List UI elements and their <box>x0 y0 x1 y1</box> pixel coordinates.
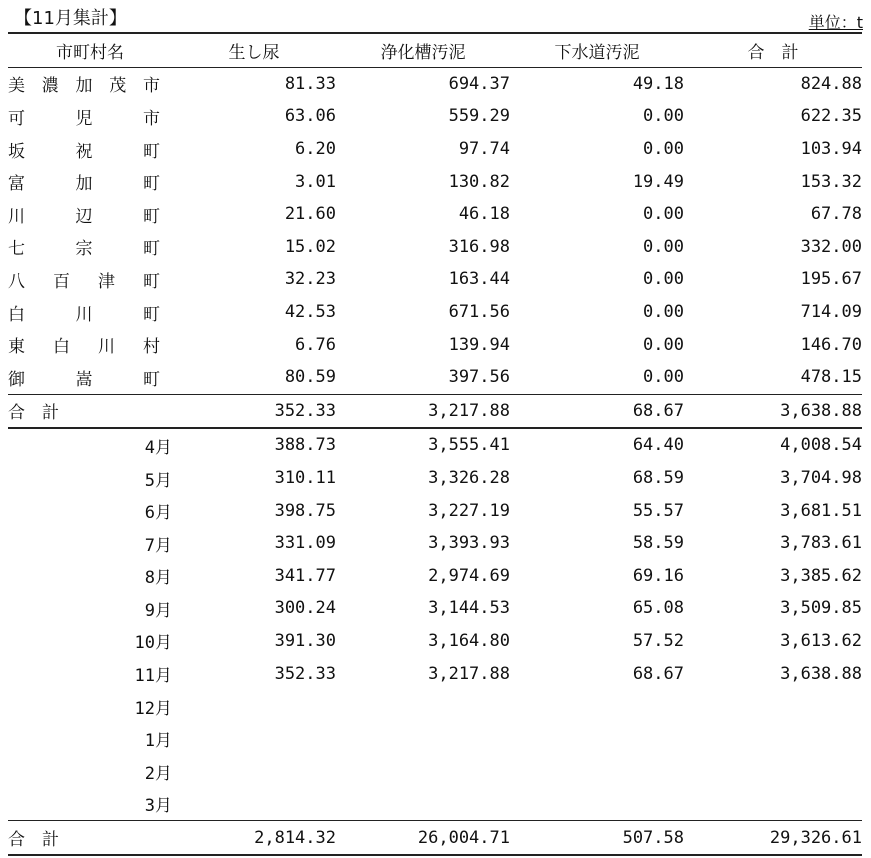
total-cell: 153.32 <box>800 171 862 192</box>
sewage-sludge-cell: 0.00 <box>643 204 684 225</box>
sewage-sludge-cell: 0.00 <box>643 367 684 388</box>
month-row <box>8 755 862 788</box>
sewage-sludge-cell: 68.67 <box>632 663 684 684</box>
month-row <box>8 722 862 755</box>
total-cell <box>684 755 862 788</box>
raw-night-soil-cell: 32.23 <box>284 269 336 290</box>
month-row <box>8 527 862 560</box>
sewage-sludge-cell: 0.00 <box>643 139 684 160</box>
municipality-row <box>8 231 862 264</box>
month-label: 8月 <box>144 568 172 589</box>
raw-night-soil-cell: 352.33 <box>274 663 336 684</box>
month-label: 12月 <box>134 698 172 719</box>
municipality-name-char: 町 <box>143 369 160 390</box>
municipality-name <box>8 67 172 100</box>
month-label: 6月 <box>144 503 172 524</box>
header-raw-night-soil: 生し尿 <box>172 33 336 67</box>
month-row <box>8 462 862 495</box>
month-label: 4月 <box>144 437 172 458</box>
municipality-name-char: 川 <box>98 337 115 358</box>
municipality-name-char: 辺 <box>75 206 93 227</box>
raw-night-soil-cell <box>172 722 336 755</box>
municipality-name-char: 町 <box>143 304 160 325</box>
header-municipality: 市町村名 <box>8 33 172 67</box>
septic-sludge-cell: 97.74 <box>458 139 510 160</box>
report-title: 【11月集計】 <box>14 8 127 29</box>
raw-night-soil-cell: 63.06 <box>284 106 336 127</box>
municipality-row <box>8 165 862 198</box>
municipality-name-char: 百 <box>53 271 70 292</box>
septic-sludge-cell: 671.56 <box>448 302 510 323</box>
month-row <box>8 788 862 821</box>
municipality-name <box>8 165 172 198</box>
month-label: 7月 <box>144 535 172 556</box>
sewage-sludge-cell: 0.00 <box>643 106 684 127</box>
total-cell: 3,704.98 <box>780 468 862 489</box>
septic-sludge-cell: 163.44 <box>448 269 510 290</box>
raw-night-soil-cell <box>172 755 336 788</box>
total-cell: 3,638.88 <box>684 394 862 428</box>
municipality-name-char: 児 <box>75 108 93 129</box>
month-label: 1月 <box>144 731 172 752</box>
septic-sludge-cell: 3,393.93 <box>428 533 510 554</box>
municipality-row <box>8 361 862 394</box>
septic-sludge-cell: 3,227.19 <box>428 500 510 521</box>
sewage-sludge-cell: 0.00 <box>643 302 684 323</box>
raw-night-soil-cell: 331.09 <box>274 533 336 554</box>
sewage-sludge-cell <box>510 755 684 788</box>
septic-sludge-cell <box>336 722 510 755</box>
total-cell: 29,326.61 <box>684 821 862 855</box>
total-cell: 622.35 <box>800 106 862 127</box>
municipality-name-char: 富 <box>8 174 25 195</box>
municipality-name <box>8 198 172 231</box>
raw-night-soil-cell: 391.30 <box>274 630 336 651</box>
raw-night-soil-cell <box>172 788 336 821</box>
grand-total-row <box>8 821 862 855</box>
raw-night-soil-cell: 21.60 <box>284 204 336 225</box>
municipality-name-char: 市 <box>143 108 160 129</box>
raw-night-soil-cell: 2,814.32 <box>172 821 336 855</box>
municipality-name-char: 祝 <box>75 141 93 162</box>
month-row <box>8 494 862 527</box>
sewage-sludge-cell: 69.16 <box>632 565 684 586</box>
total-cell: 195.67 <box>800 269 862 290</box>
sewage-sludge-cell <box>510 722 684 755</box>
sewage-sludge-cell: 0.00 <box>643 334 684 355</box>
total-cell: 478.15 <box>800 367 862 388</box>
month-label: 10月 <box>134 633 172 654</box>
septic-sludge-cell: 3,164.80 <box>428 630 510 651</box>
municipality-name <box>8 133 172 166</box>
sewage-sludge-cell <box>510 690 684 723</box>
raw-night-soil-cell: 398.75 <box>274 500 336 521</box>
sewage-sludge-cell: 19.49 <box>632 171 684 192</box>
septic-sludge-cell: 130.82 <box>448 171 510 192</box>
municipality-name-char: 嵩 <box>75 369 93 390</box>
sewage-sludge-cell: 64.40 <box>632 435 684 456</box>
header-row <box>8 33 862 67</box>
total-cell: 3,385.62 <box>780 565 862 586</box>
raw-night-soil-cell: 6.20 <box>295 139 336 160</box>
municipality-name-char: 濃 <box>41 76 59 97</box>
total-cell: 103.94 <box>800 139 862 160</box>
header-sewage-sludge: 下水道汚泥 <box>510 33 684 67</box>
month-row <box>8 428 862 462</box>
septic-sludge-cell: 3,555.41 <box>428 435 510 456</box>
municipality-row <box>8 198 862 231</box>
total-cell: 67.78 <box>810 204 862 225</box>
municipality-name-char: 東 <box>8 337 25 358</box>
unit-label: 単位：t <box>808 13 863 32</box>
sewage-sludge-cell: 0.00 <box>643 236 684 257</box>
month-row <box>8 690 862 723</box>
septic-sludge-cell: 139.94 <box>448 334 510 355</box>
month-row <box>8 657 862 690</box>
municipality-name-char: 七 <box>8 239 25 260</box>
municipality-name-char: 白 <box>53 337 70 358</box>
septic-sludge-cell: 3,217.88 <box>336 394 510 428</box>
sewage-sludge-cell: 68.67 <box>510 394 684 428</box>
sewage-sludge-cell <box>510 788 684 821</box>
municipality-name <box>8 296 172 329</box>
raw-night-soil-cell: 352.33 <box>172 394 336 428</box>
month-label: 2月 <box>144 763 172 784</box>
month-label: 3月 <box>144 796 172 817</box>
municipality-name-char: 宗 <box>75 239 93 260</box>
septic-sludge-cell: 3,217.88 <box>428 663 510 684</box>
total-cell: 3,509.85 <box>780 598 862 619</box>
subtotal-row <box>8 394 862 428</box>
septic-sludge-cell: 2,974.69 <box>428 565 510 586</box>
grand-total-row-label: 合 計 <box>8 821 172 855</box>
municipality-name-char: 町 <box>143 239 160 260</box>
municipality-name-char: 市 <box>143 76 160 97</box>
municipality-name-char: 町 <box>143 206 160 227</box>
month-label: 9月 <box>144 600 172 621</box>
municipality-name-char: 川 <box>8 206 25 227</box>
total-cell <box>684 788 862 821</box>
municipality-name-char: 加 <box>75 174 93 195</box>
municipality-name-char: 坂 <box>8 141 25 162</box>
septic-sludge-cell: 3,144.53 <box>428 598 510 619</box>
municipality-name-char: 町 <box>143 174 160 195</box>
sewage-sludge-cell: 68.59 <box>632 468 684 489</box>
septic-sludge-cell: 26,004.71 <box>336 821 510 855</box>
sewage-sludge-cell: 65.08 <box>632 598 684 619</box>
sludge-table <box>8 32 862 856</box>
raw-night-soil-cell: 388.73 <box>274 435 336 456</box>
municipality-name-char: 村 <box>143 337 160 358</box>
septic-sludge-cell <box>336 755 510 788</box>
septic-sludge-cell <box>336 788 510 821</box>
municipality-row <box>8 263 862 296</box>
municipality-name <box>8 328 172 361</box>
municipality-name-char: 可 <box>8 108 25 129</box>
septic-sludge-cell: 694.37 <box>448 73 510 94</box>
septic-sludge-cell <box>336 690 510 723</box>
total-cell: 824.88 <box>800 73 862 94</box>
total-cell: 146.70 <box>800 334 862 355</box>
total-cell <box>684 690 862 723</box>
table-body <box>8 67 862 855</box>
municipality-row <box>8 67 862 100</box>
month-label: 11月 <box>134 666 172 687</box>
municipality-row <box>8 133 862 166</box>
total-cell: 3,613.62 <box>780 630 862 651</box>
month-row <box>8 592 862 625</box>
total-cell <box>684 722 862 755</box>
municipality-name-char: 加 <box>75 76 93 97</box>
municipality-name <box>8 263 172 296</box>
sewage-sludge-cell: 55.57 <box>632 500 684 521</box>
septic-sludge-cell: 316.98 <box>448 236 510 257</box>
total-cell: 3,638.88 <box>780 663 862 684</box>
raw-night-soil-cell: 15.02 <box>284 236 336 257</box>
municipality-name-char: 町 <box>143 271 160 292</box>
total-cell: 714.09 <box>800 302 862 323</box>
header-septic-sludge: 浄化槽汚泥 <box>336 33 510 67</box>
sewage-sludge-cell: 507.58 <box>510 821 684 855</box>
municipality-name <box>8 231 172 264</box>
municipality-name-char: 茂 <box>109 76 127 97</box>
municipality-name-char: 白 <box>8 304 25 325</box>
month-label: 5月 <box>144 470 172 491</box>
municipality-name-char: 美 <box>8 76 25 97</box>
month-row <box>8 560 862 593</box>
municipality-name-char: 町 <box>143 141 160 162</box>
raw-night-soil-cell: 42.53 <box>284 302 336 323</box>
municipality-name-char: 川 <box>75 304 93 325</box>
municipality-name <box>8 361 172 394</box>
municipality-row <box>8 100 862 133</box>
raw-night-soil-cell: 81.33 <box>284 73 336 94</box>
total-cell: 332.00 <box>800 236 862 257</box>
total-cell: 3,681.51 <box>780 500 862 521</box>
raw-night-soil-cell: 3.01 <box>295 171 336 192</box>
municipality-row <box>8 296 862 329</box>
septic-sludge-cell: 397.56 <box>448 367 510 388</box>
sewage-sludge-cell: 58.59 <box>632 533 684 554</box>
raw-night-soil-cell: 341.77 <box>274 565 336 586</box>
raw-night-soil-cell: 80.59 <box>284 367 336 388</box>
municipality-name <box>8 100 172 133</box>
total-cell: 3,783.61 <box>780 533 862 554</box>
subtotal-row-label: 合 計 <box>8 394 172 428</box>
septic-sludge-cell: 3,326.28 <box>428 468 510 489</box>
raw-night-soil-cell: 6.76 <box>295 334 336 355</box>
raw-night-soil-cell <box>172 690 336 723</box>
raw-night-soil-cell: 300.24 <box>274 598 336 619</box>
sewage-sludge-cell: 0.00 <box>643 269 684 290</box>
septic-sludge-cell: 559.29 <box>448 106 510 127</box>
sewage-sludge-cell: 49.18 <box>632 73 684 94</box>
septic-sludge-cell: 46.18 <box>458 204 510 225</box>
municipality-row <box>8 328 862 361</box>
month-row <box>8 625 862 658</box>
municipality-name-char: 津 <box>98 271 115 292</box>
total-cell: 4,008.54 <box>780 435 862 456</box>
header-total: 合 計 <box>684 33 862 67</box>
municipality-name-char: 八 <box>8 271 25 292</box>
raw-night-soil-cell: 310.11 <box>274 468 336 489</box>
municipality-name-char: 御 <box>8 369 25 390</box>
sewage-sludge-cell: 57.52 <box>632 630 684 651</box>
